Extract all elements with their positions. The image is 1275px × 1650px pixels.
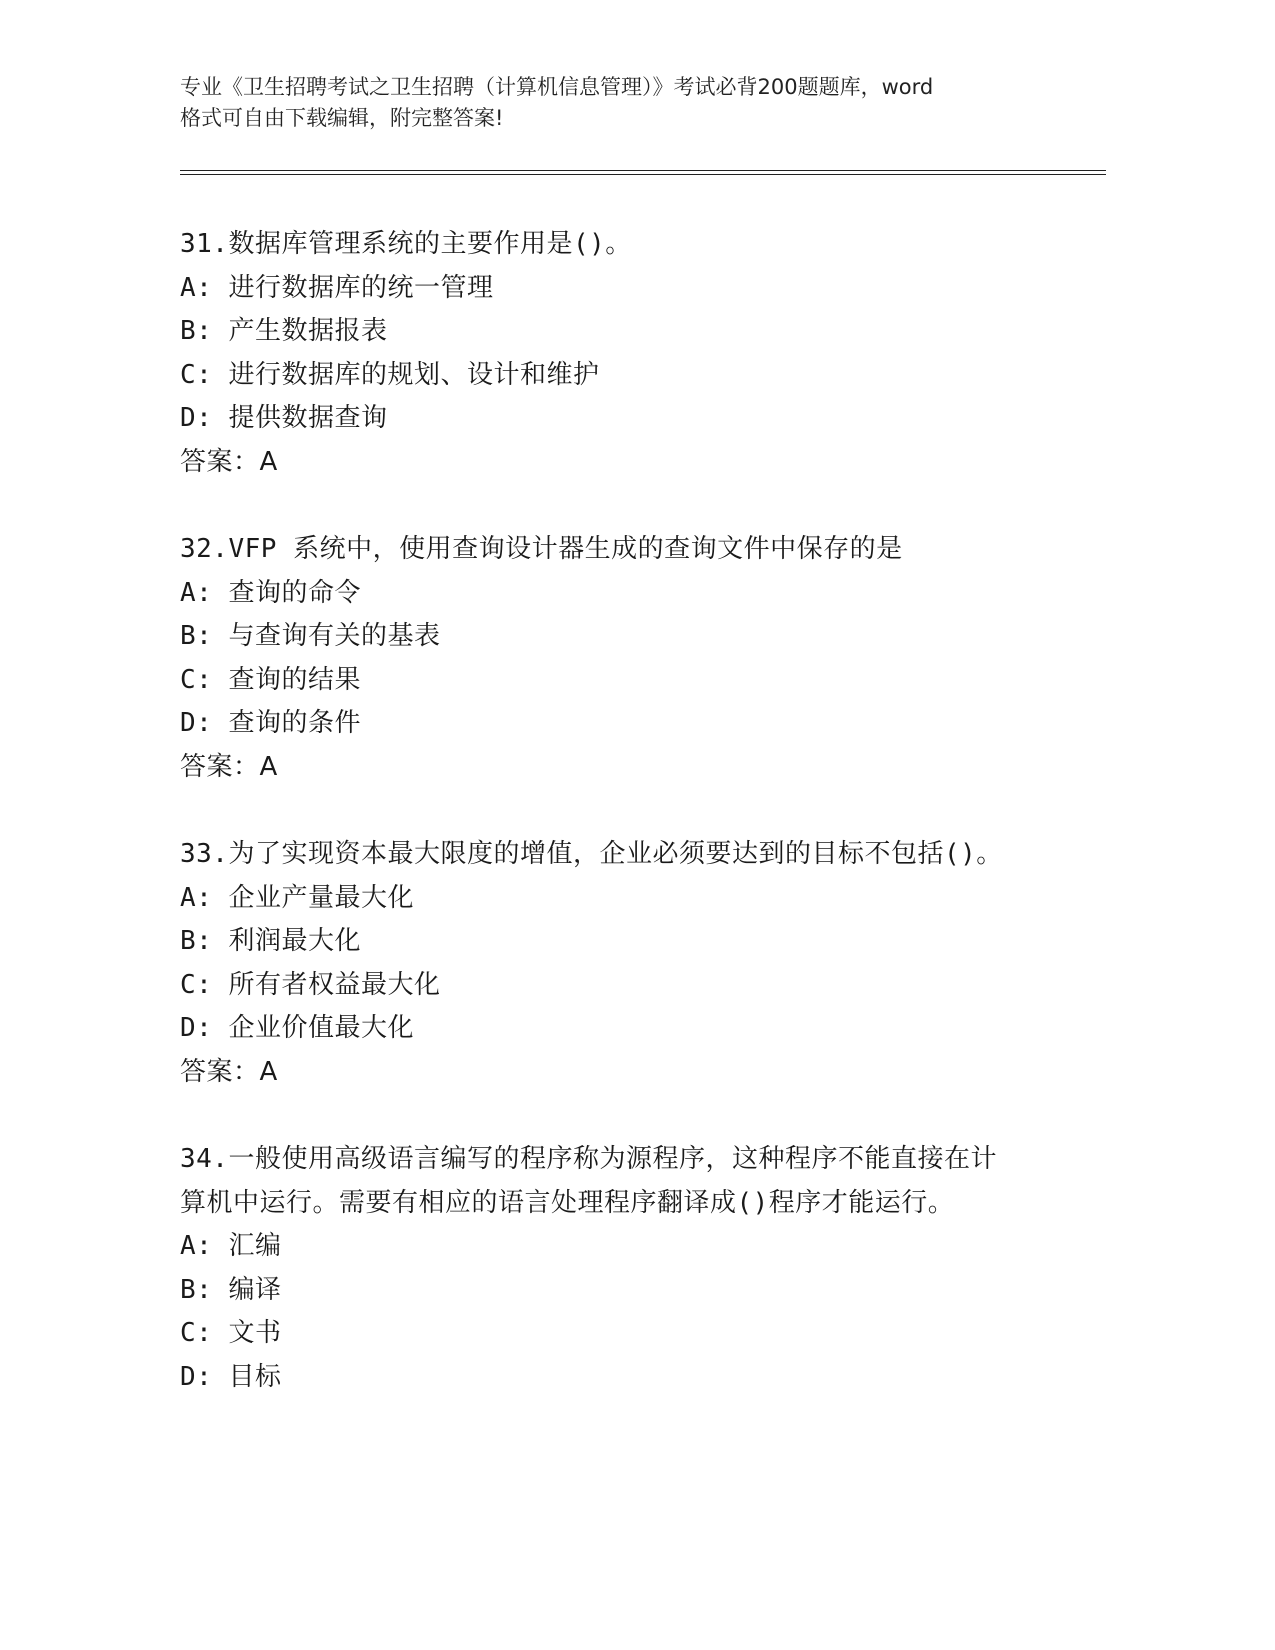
option-d: D: 目标 (180, 1361, 282, 1392)
option-a: A: 查询的命令 (180, 577, 361, 608)
option-c: C: 所有者权益最大化 (180, 969, 441, 1000)
answer: 答案：A (180, 446, 278, 477)
answer: 答案：A (180, 1056, 278, 1087)
answer: 答案：A (180, 751, 278, 782)
option-a: A: 企业产量最大化 (180, 882, 414, 913)
option-a: A: 汇编 (180, 1231, 282, 1262)
option-d: D: 查询的条件 (180, 708, 361, 739)
option-b: B: 利润最大化 (180, 926, 361, 957)
option-c: C: 进行数据库的规划、设计和维护 (180, 359, 600, 390)
document-header (180, 72, 1060, 134)
question-text-line-1: 34.一般使用高级语言编写的程序称为源程序，这种程序不能直接在计 (180, 1144, 997, 1174)
question-block-32 (180, 528, 1080, 790)
question-text: 32.VFP 系统中，使用查询设计器生成的查询文件中保存的是 (180, 534, 903, 564)
option-b: B: 编译 (180, 1274, 282, 1305)
question-text: 31.数据库管理系统的主要作用是()。 (180, 229, 632, 259)
option-c: C: 查询的结果 (180, 664, 361, 695)
header-divider-bottom (180, 174, 1106, 175)
question-block-34 (180, 1138, 1080, 1400)
question-block-33 (180, 833, 1080, 1095)
option-d: D: 提供数据查询 (180, 403, 388, 434)
header-line-1: 专业《卫生招聘考试之卫生招聘（计算机信息管理）》考试必背200题题库，word (180, 75, 934, 99)
option-a: A: 进行数据库的统一管理 (180, 272, 494, 303)
question-text-line-2: 算机中运行。需要有相应的语言处理程序翻译成()程序才能运行。 (180, 1187, 955, 1218)
question-block-31 (180, 223, 1080, 485)
question-text: 33.为了实现资本最大限度的增值，企业必须要达到的目标不包括()。 (180, 839, 1003, 869)
option-c: C: 文书 (180, 1318, 282, 1349)
option-d: D: 企业价值最大化 (180, 1013, 414, 1044)
option-b: B: 与查询有关的基表 (180, 621, 441, 652)
header-divider-top (180, 170, 1106, 171)
header-line-2: 格式可自由下载编辑，附完整答案! (180, 106, 504, 130)
option-b: B: 产生数据报表 (180, 316, 388, 347)
